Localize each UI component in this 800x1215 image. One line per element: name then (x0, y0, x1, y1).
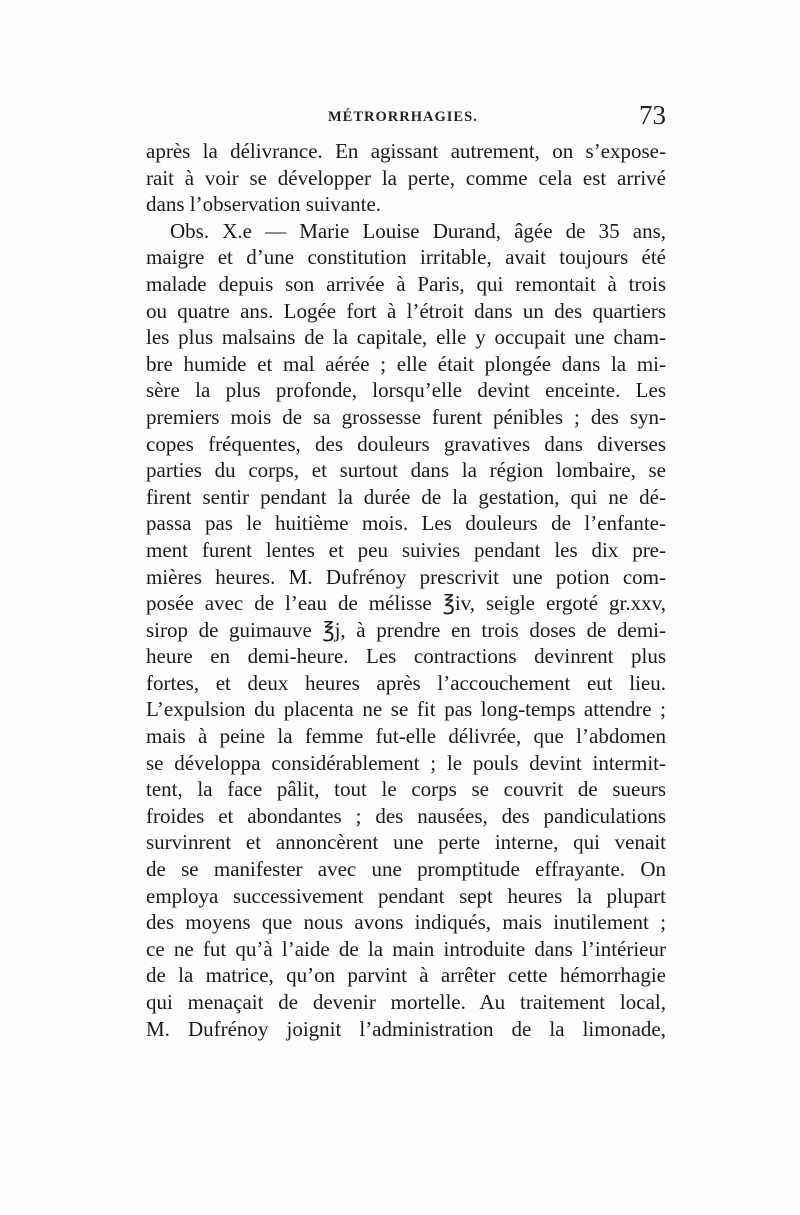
text-line: M. Dufrénoy joignit l’administration de la limonade, (146, 1016, 666, 1041)
text-line: premiers mois de sa grossesse furent pénibles ; des syn- (146, 404, 666, 429)
text-line: copes fréquentes, des douleurs gravatives dans diverses (146, 431, 666, 456)
text-line: heure en demi-heure. Les contractions devinrent plus (146, 644, 666, 669)
text-line: malade depuis son arrivée à Paris, qui remontait à trois (146, 271, 666, 296)
text-line: L’expulsion du placenta ne se fit pas long-temps attendre ; (146, 697, 666, 722)
page-number: 73 (639, 100, 666, 130)
text-line: Obs. X.e — Marie Louise Durand, âgée de 35 ans, (170, 218, 666, 243)
text-line: firent sentir pendant la durée de la gestation, qui ne dé- (146, 484, 666, 509)
text-line: survinrent et annoncèrent une perte interne, qui venait (146, 830, 666, 855)
text-line: ce ne fut qu’à l’aide de la main introduite dans l’intérieur (146, 936, 666, 961)
text-line: mais à peine la femme fut-elle délivrée, que l’abdomen (146, 724, 666, 749)
body-text (146, 138, 666, 1042)
text-line: rait à voir se développer la perte, comme cela est arrivé (146, 165, 666, 190)
text-line: les plus malsains de la capitale, elle y occupait une cham- (146, 325, 666, 350)
text-line: employa successivement pendant sept heures la plupart (146, 883, 666, 908)
text-line: de se manifester avec une promptitude effrayante. On (146, 857, 666, 882)
text-line: qui menaçait de devenir mortelle. Au traitement local, (146, 990, 666, 1014)
text-line: sirop de guimauve ℥j, à prendre en trois doses de demi- (146, 617, 666, 642)
text-line: froides et abondantes ; des nausées, des pandiculations (146, 803, 666, 828)
chapter-title: MÉTRORRHAGIES. (328, 109, 478, 125)
text-line: fortes, et deux heures après l’accouchement eut lieu. (146, 670, 666, 695)
text-line: posée avec de l’eau de mélisse ℥iv, seigle ergoté gr.xxv, (146, 591, 666, 616)
text-line: bre humide et mal aérée ; elle était plongée dans la mi- (146, 351, 666, 376)
text-line: tent, la face pâlit, tout le corps se couvrit de sueurs (146, 777, 666, 802)
text-line: ment furent lentes et peu suivies pendant les dix pre- (146, 537, 666, 562)
text-line: de la matrice, qu’on parvint à arrêter cette hémorrhagie (146, 963, 666, 988)
text-line: se développa considérablement ; le pouls devint intermit- (146, 750, 666, 775)
text-line: maigre et d’une constitution irritable, avait toujours été (146, 245, 666, 270)
text-line: sère la plus profonde, lorsqu’elle devint enceinte. Les (146, 378, 666, 403)
text-line: passa pas le huitième mois. Les douleurs de l’enfante- (146, 511, 666, 536)
text-line: des moyens que nous avons indiqués, mais inutilement ; (146, 910, 666, 935)
text-line: mières heures. M. Dufrénoy prescrivit une potion com- (146, 564, 666, 589)
running-head (146, 100, 666, 134)
text-line: parties du corps, et surtout dans la région lombaire, se (146, 458, 666, 483)
text-line: ou quatre ans. Logée fort à l’étroit dans un des quartiers (146, 298, 666, 323)
text-line: après la délivrance. En agissant autrement, on s’expose- (146, 139, 666, 163)
text-line: dans l’observation suivante. (146, 192, 382, 217)
